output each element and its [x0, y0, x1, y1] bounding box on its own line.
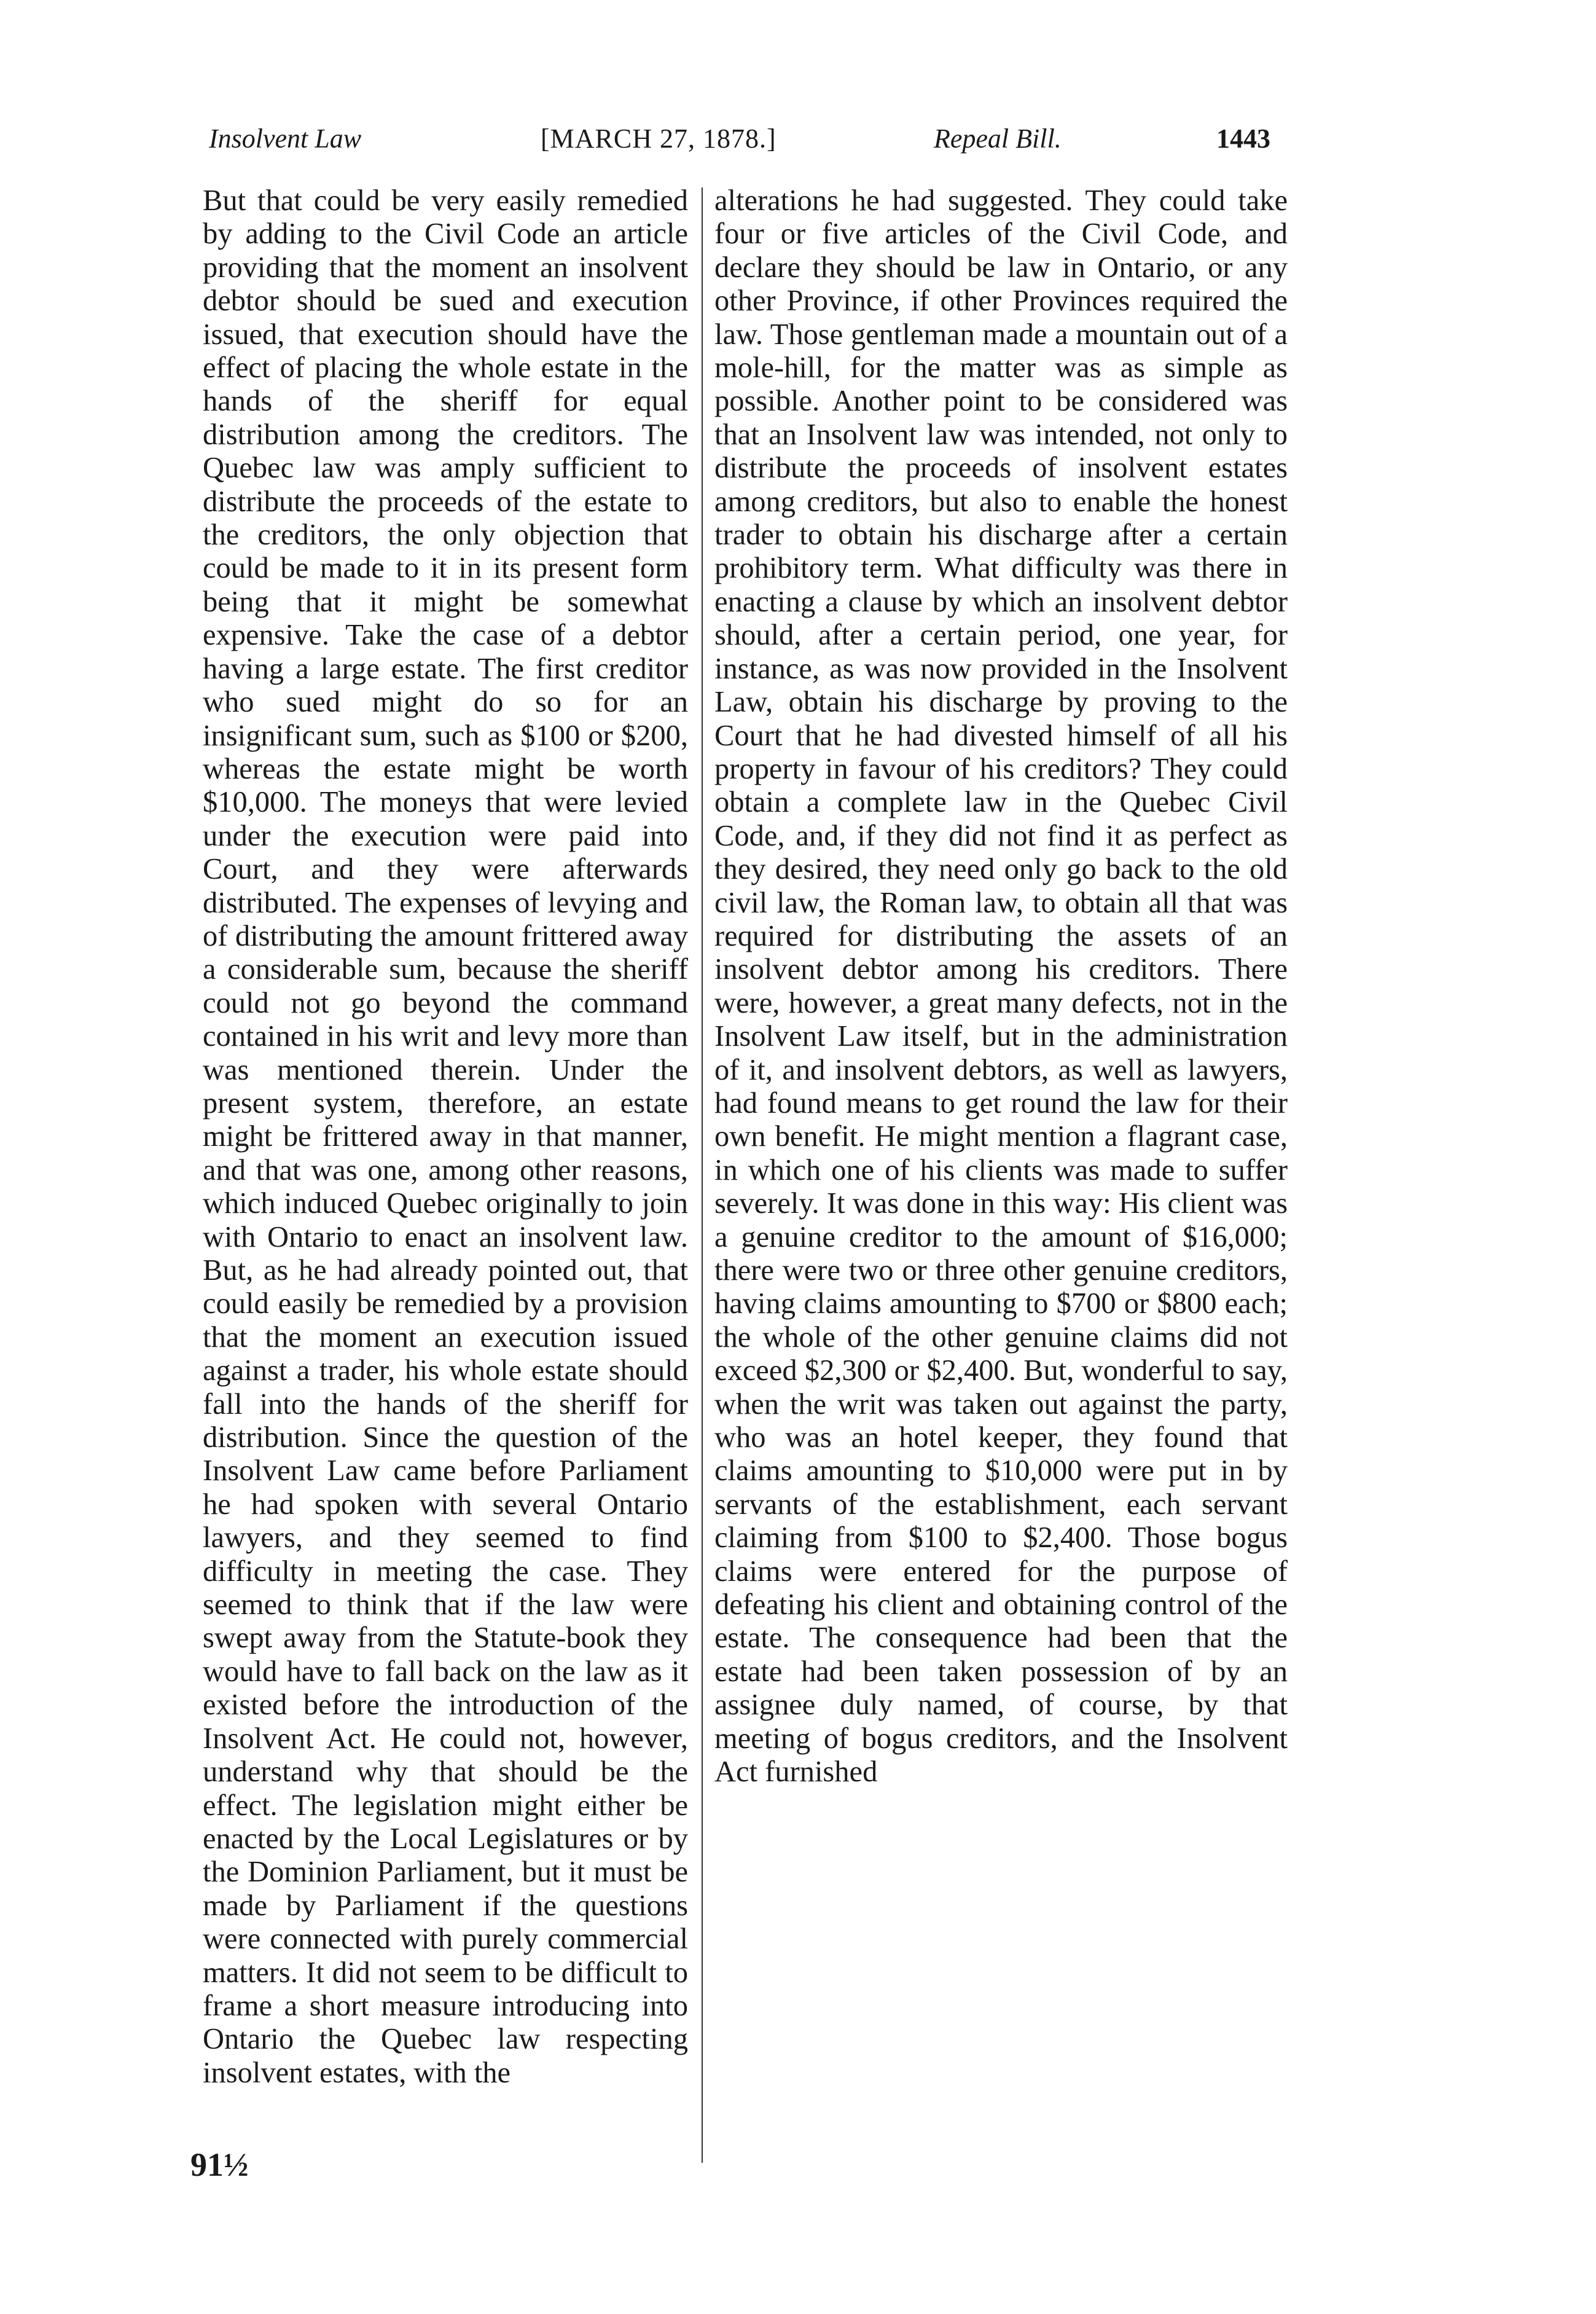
running-head: [209, 123, 1308, 166]
right-column-text: alterations he had suggested. They could take four or five articles of the Civil Code, and declare they should be law in Ontario, or any other Province, if other Provinces required the law. Those gentleman made a mountain out of a mole-hill, for the matter was as simple as possible. Another point to be considered was that an Insolvent law was intended, not only to distribute the proceeds of insolvent estates among creditors, but also to enable the honest trader to obtain his discharge after a certain prohibitory term. What difficulty was there in enacting a clause by which an insolvent debtor should, after a certain period, one year, for instance, as was now provided in the Insolvent Law, obtain his discharge by proving to the Court that he had divested himself of all his property in favour of his creditors? They could obtain a complete law in the Quebec Civil Code, and, if they did not find it as perfect as they desired, they need only go back to the old civil law, the Roman law, to obtain all that was required for distributing the assets of an insolvent debtor among his creditors. There were, however, a great many defects, not in the Insolvent Law itself, but in the administration of it, and insolvent debtors, as well as lawyers, had found means to get round the law for their own benefit. He might mention a flagrant case, in which one of his clients was made to suffer severely. It was done in this way: His client was a genuine creditor to the amount of $16,000; there were two or three other genuine creditors, having claims amounting to $700 or $800 each; the whole of the other genuine claims did not exceed $2,300 or $2,400. But, wonderful to say, when the writ was taken out against the party, who was an hotel keeper, they found that claims amounting to $10,000 were put in by servants of the establishment, each servant claiming from $100 to $2,400. Those bogus claims were entered for the purpose of defeating his client and obtaining control of the estate. The consequence had been that the estate had been taken possession of by an assignee duly named, of course, by that meeting of bogus creditors, and the Insolvent Act furnished: [714, 184, 1288, 1789]
left-column-text: But that could be very easily remedied by adding to the Civil Code an article providing that the moment an insolvent debtor should be sued and execution issued, that execution should have the effect of placing the whole estate in the hands of the sheriff for equal distribution among the creditors. The Quebec law was amply sufficient to distribute the proceeds of the estate to the creditors, the only objection that could be made to it in its present form being that it might be somewhat expensive. Take the case of a debtor having a large estate. The first creditor who sued might do so for an insignificant sum, such as $100 or $200, whereas the estate might be worth $10,000. The moneys that were levied under the execution were paid into Court, and they were afterwards distributed. The expenses of levying and of distributing the amount frittered away a considerable sum, because the sheriff could not go beyond the command contained in his writ and levy more than was mentioned therein. Under the present system, therefore, an estate might be frittered away in that manner, and that was one, among other reasons, which induced Quebec originally to join with Ontario to enact an insolvent law. But, as he had already pointed out, that could easily be remedied by a provision that the moment an execution issued against a trader, his whole estate should fall into the hands of the sheriff for distribution. Since the question of the Insolvent Law came before Parliament he had spoken with several Ontario lawyers, and they seemed to find difficulty in meeting the case. They seemed to think that if the law were swept away from the Statute-book they would have to fall back on the law as it existed before the introduction of the Insolvent Act. He could not, however, understand why that should be the effect. The legislation might either be enacted by the Local Legislatures or by the Dominion Parliament, but it must be made by Parliament if the questions were connected with purely commercial matters. It did not seem to be difficult to frame a short measure introducing into Ontario the Quebec law respecting insolvent estates, with the: [203, 184, 688, 2089]
header-right-title: Repeal Bill.: [934, 124, 1062, 154]
signature-mark: 91½: [190, 2146, 249, 2183]
header-left-title: Insolvent Law: [209, 124, 362, 154]
column-divider: [702, 187, 703, 2163]
right-column: [714, 184, 1288, 1789]
header-date: [MARCH 27, 1878.]: [541, 124, 776, 154]
page-number: 1443: [1216, 124, 1270, 154]
left-column: [203, 184, 688, 2090]
